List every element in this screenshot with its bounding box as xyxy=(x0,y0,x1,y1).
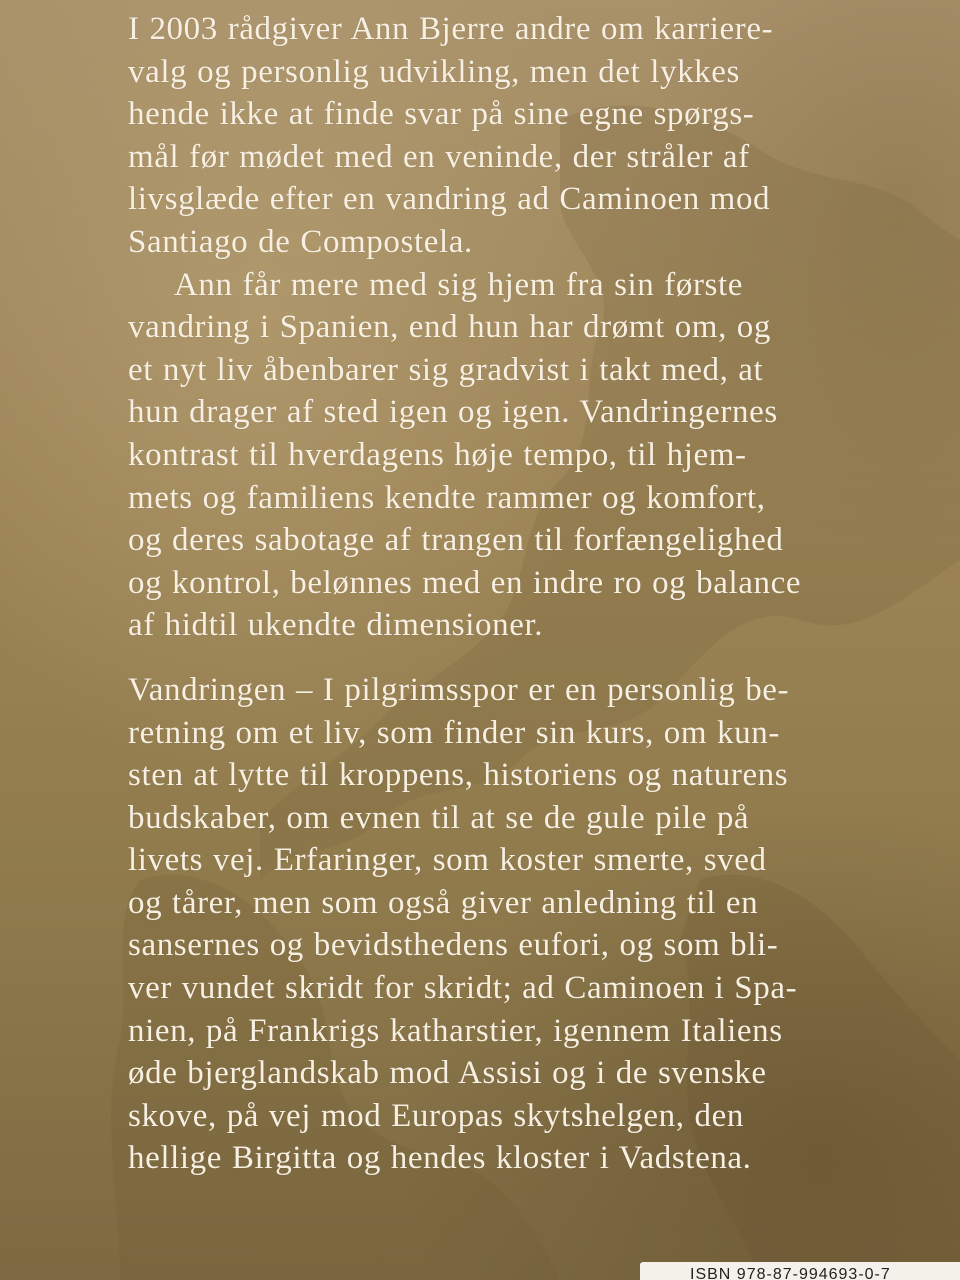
text-line: og tårer, men som også giver anledning til en xyxy=(128,884,759,921)
text-line: og kontrol, belønnes med en indre ro og balance xyxy=(128,564,802,601)
text-line: og deres sabotage af trangen til forfængelighed xyxy=(128,522,784,559)
text-line: retning om et liv, som finder sin kurs, om kun- xyxy=(128,714,780,751)
text-line: valg og personlig udvikling, men det lykkes xyxy=(128,53,740,90)
text-line: hende ikke at finde svar på sine egne spørgs- xyxy=(128,96,755,133)
text-line: hun drager af sted igen og igen. Vandringernes xyxy=(128,394,778,431)
text-line: nien, på Frankrigs katharstier, igennem Italiens xyxy=(128,1012,783,1049)
paragraph-summary xyxy=(128,669,908,1180)
text-line: et nyt liv åbenbarer sig gradvist i takt med, at xyxy=(128,351,764,388)
isbn-number: ISBN 978-87-994693-0-7 xyxy=(690,1266,891,1280)
text-line: mål før mødet med en veninde, der stråler af xyxy=(128,138,750,175)
text-line: mets og familiens kendte rammer og komfort, xyxy=(128,479,766,516)
text-line: vandring i Spanien, end hun har drømt om, og xyxy=(128,309,771,346)
text-line: sten at lytte til kroppens, historiens og naturens xyxy=(128,757,789,794)
paragraph-intro xyxy=(128,8,908,264)
paragraph-journey xyxy=(128,264,908,647)
text-line: I 2003 rådgiver Ann Bjerre andre om karriere- xyxy=(128,11,774,47)
text-line: livets vej. Erfaringer, som koster smerte, sved xyxy=(128,842,767,879)
text-line: hellige Birgitta og hendes kloster i Vadstena. xyxy=(128,1140,752,1177)
text-line: af hidtil ukendte dimensioner. xyxy=(128,607,544,644)
text-line: sansernes og bevidsthedens eufori, og som bli- xyxy=(128,927,779,964)
text-line: budskaber, om evnen til at se de gule pile på xyxy=(128,799,750,836)
back-cover-text xyxy=(128,8,908,1180)
text-line: Vandringen – I pilgrimsspor er en personlig be- xyxy=(128,671,790,708)
text-line: Ann får mere med sig hjem fra sin første xyxy=(174,266,743,303)
text-line: Santiago de Compostela. xyxy=(128,223,473,260)
text-line: skove, på vej mod Europas skytshelgen, den xyxy=(128,1097,744,1134)
text-line: øde bjerglandskab mod Assisi og i de svenske xyxy=(128,1055,767,1092)
text-line: ver vundet skridt for skridt; ad Caminoen i Spa- xyxy=(128,970,798,1007)
text-line: kontrast til hverdagens høje tempo, til hjem- xyxy=(128,436,747,473)
text-line: livsglæde efter en vandring ad Caminoen mod xyxy=(128,181,771,218)
